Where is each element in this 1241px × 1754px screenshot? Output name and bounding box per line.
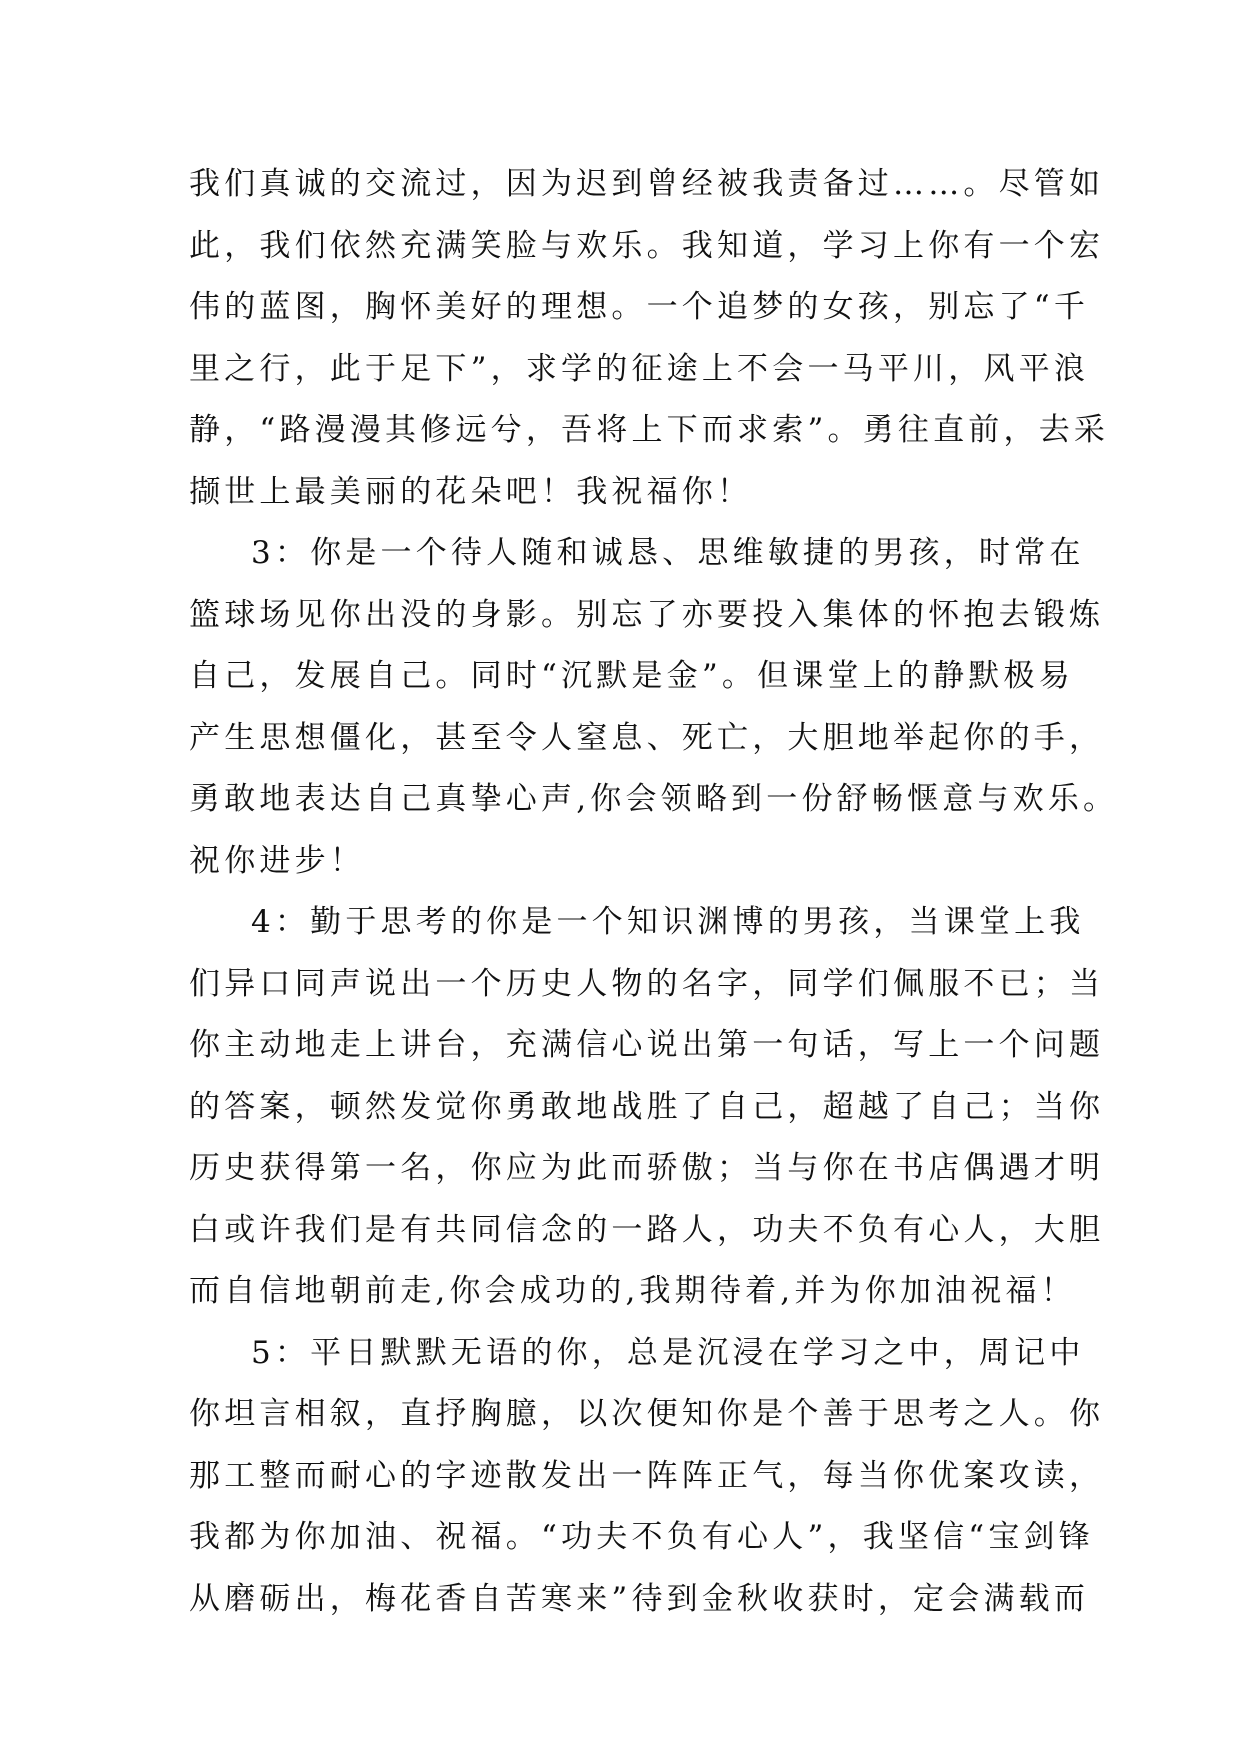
text-line: 勇敢地表达自己真挚心声,你会领略到一份舒畅惬意与欢乐。: [189, 781, 1119, 817]
text-line: 4：勤于思考的你是一个知识渊博的男孩，当课堂上我: [251, 904, 1085, 940]
text-line: 从磨砺出，梅花香自苦寒来”待到金秋收获时，定会满载而: [189, 1580, 1090, 1617]
text-line: 那工整而耐心的字迹散发出一阵阵正气，每当你优案攻读，: [189, 1457, 1105, 1494]
text-line: 篮球场见你出没的身影。别忘了亦要投入集体的怀抱去锻炼: [189, 596, 1105, 633]
text-line: 历史获得第一名，你应为此而骄傲；当与你在书店偶遇才明: [189, 1150, 1105, 1186]
text-line: 此，我们依然充满笑脸与欢乐。我知道，学习上你有一个宏: [189, 227, 1105, 264]
text-line: 而自信地朝前走,你会成功的,我期待着,并为你加油祝福！: [189, 1273, 1076, 1309]
text-line: 撷世上最美丽的花朵吧！我祝福你！: [189, 473, 753, 510]
text-line: 你坦言相叙，直抒胸臆，以次便知你是个善于思考之人。你: [189, 1396, 1105, 1432]
text-line: 3：你是一个待人随和诚恳、思维敏捷的男孩，时常在: [251, 535, 1085, 571]
text-line: 自己，发展自己。同时“沉默是金”。但课堂上的静默极易: [189, 658, 1074, 694]
text-line: 我都为你加油、祝福。“功夫不负有心人”，我坚信“宝剑锋: [189, 1519, 1094, 1555]
text-line: 静，“路漫漫其修远兮，吾将上下而求索”。勇往直前，去采: [189, 412, 1110, 448]
text-line: 产生思想僵化，甚至令人窒息、死亡，大胆地举起你的手，: [189, 719, 1105, 756]
text-line: 伟的蓝图，胸怀美好的理想。一个追梦的女孩，别忘了“千: [189, 289, 1090, 325]
text-line: 你主动地走上讲台，充满信心说出第一句话，写上一个问题: [189, 1027, 1105, 1063]
text-line: 里之行，此于足下”，求学的征途上不会一马平川，风平浪: [189, 350, 1090, 387]
text-line: 5：平日默默无语的你，总是沉浸在学习之中，周记中: [251, 1334, 1085, 1371]
text-line: 的答案，顿然发觉你勇敢地战胜了自己，超越了自己；当你: [189, 1088, 1105, 1125]
text-line: 祝你进步！: [189, 842, 365, 879]
text-line: 我们真诚的交流过，因为迟到曾经被我责备过……。尽管如: [189, 166, 1105, 202]
text-line: 们异口同声说出一个历史人物的名字，同学们佩服不已；当: [189, 965, 1105, 1002]
text-line: 白或许我们是有共同信念的一路人，功夫不负有心人，大胆: [189, 1211, 1105, 1248]
body-text: [189, 154, 1119, 1630]
